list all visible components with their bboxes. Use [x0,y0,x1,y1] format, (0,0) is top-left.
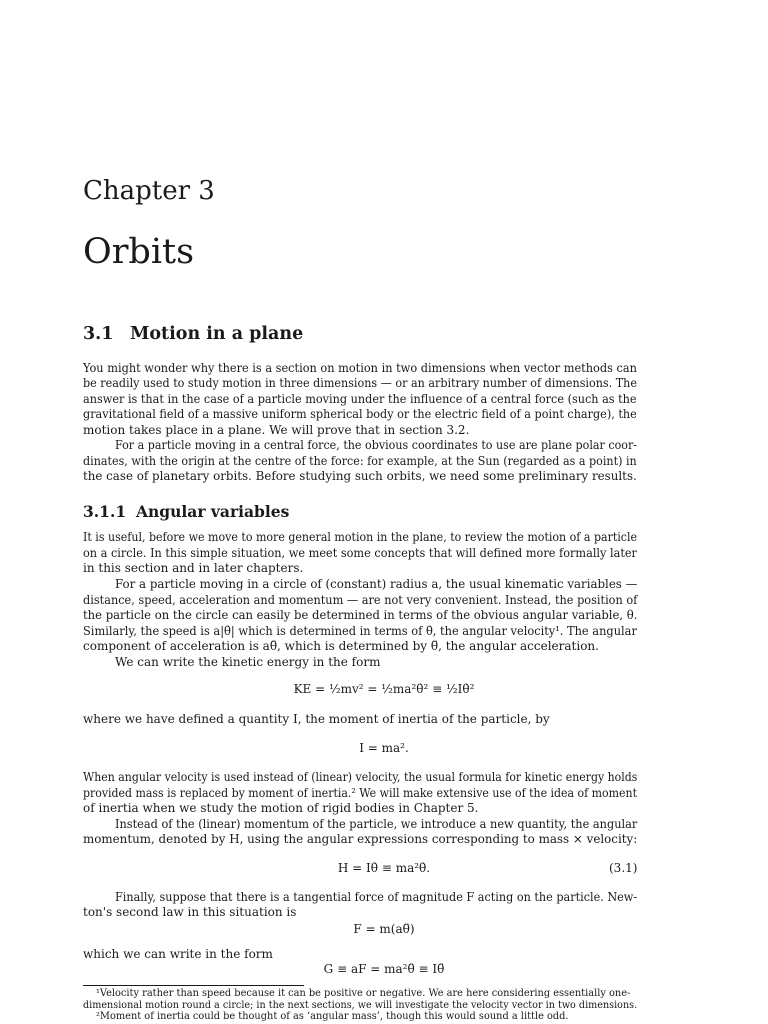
equation-kinetic-energy: KE = ½mv² = ½ma²θ̇² ≡ ½Iθ̇² [293,682,475,696]
section-number: 3.1 [83,324,114,344]
paragraph-line: provided mass is replaced by moment of inertia.² We will make extensive use of the idea of moment [83,786,637,800]
equation-number: (3.1) [609,861,638,875]
paragraph-line: motion takes place in a plane. We will prove that in section 3.2. [83,423,470,437]
paragraph-line: distance, speed, acceleration and momentum — are not very convenient. Instead, the position of [83,593,638,607]
paragraph-line: We can write the kinetic energy in the form [115,655,381,669]
paragraph-line: Similarly, the speed is a|θ̇| which is determined in terms of θ̇, the angular velocity¹. The angular [83,624,637,638]
equation-moment-of-inertia: I = ma². [359,741,409,755]
section-heading [83,324,303,344]
paragraph-line: dinates, with the origin at the centre of the force: for example, at the Sun (regarded as a point) in [83,454,637,468]
paragraph-line: where we have defined a quantity I, the moment of inertia of the particle, by [83,712,550,726]
paragraph-line: When angular velocity is used instead of (linear) velocity, the usual formula for kinetic energy holds [83,770,638,784]
paragraph-line: the particle on the circle can easily be determined in terms of the obvious angular variable, θ. [83,608,638,622]
paragraph-line: be readily used to study motion in three dimensions — or an arbitrary number of dimensions. The [83,376,637,390]
paragraph-line: ton's second law in this situation is [83,905,297,919]
equation-newton: F = m(aθ̈) [353,922,415,936]
equation-torque: G ≡ aF = ma²θ̈ ≡ Iθ̈ [323,962,445,976]
subsection-title: Angular variables [136,502,290,521]
paragraph-line: component of acceleration is aθ̈, which is determined by θ̈, the angular acceleration. [83,639,599,653]
chapter-title: Orbits [83,232,195,272]
footnote-rule [83,985,304,986]
section-title: Motion in a plane [130,324,304,344]
paragraph-line: the case of planetary orbits. Before studying such orbits, we need some preliminary results. [83,469,637,483]
paragraph-line: of inertia when we study the motion of rigid bodies in Chapter 5. [83,801,479,815]
paragraph-line: For a particle moving in a circle of (constant) radius a, the usual kinematic variables — [115,577,638,591]
equation-angular-momentum: H = Iθ̇ ≡ ma²θ̇. [337,861,431,875]
paragraph-line: momentum, denoted by H, using the angular expressions corresponding to mass × velocity: [83,832,638,846]
footnote-line: dimensional motion round a circle; in the next sections, we will investigate the velocity vector in two dimensions. [83,1000,638,1011]
subsection-number: 3.1.1 [83,502,127,521]
paragraph-line: You might wonder why there is a section on motion in two dimensions when vector methods can [83,361,637,375]
paragraph-line: in this section and in later chapters. [83,561,304,575]
footnote-line: ²Moment of inertia could be thought of as ‘angular mass’, though this would sound a little odd. [96,1011,569,1022]
paragraph-line: which we can write in the form [83,947,273,961]
paragraph-line: answer is that in the case of a particle moving under the influence of a central force (such as the [83,392,637,406]
paragraph-line: It is useful, before we move to more general motion in the plane, to review the motion of a particle [83,530,638,544]
subsection-heading [83,502,289,521]
paragraph-line: Finally, suppose that there is a tangential force of magnitude F acting on the particle. New- [115,890,638,904]
paragraph-line: on a circle. In this simple situation, we meet some concepts that will defined more formally later [83,546,637,560]
footnote-line: ¹Velocity rather than speed because it can be positive or negative. We are here considering essentially one- [96,988,631,999]
paragraph-line: Instead of the (linear) momentum of the particle, we introduce a new quantity, the angular [115,817,638,831]
paragraph-line: gravitational field of a massive uniform spherical body or the electric field of a point charge), the [83,407,637,421]
paragraph-line: For a particle moving in a central force, the obvious coordinates to use are plane polar coor- [115,438,638,452]
chapter-label: Chapter 3 [83,176,215,206]
